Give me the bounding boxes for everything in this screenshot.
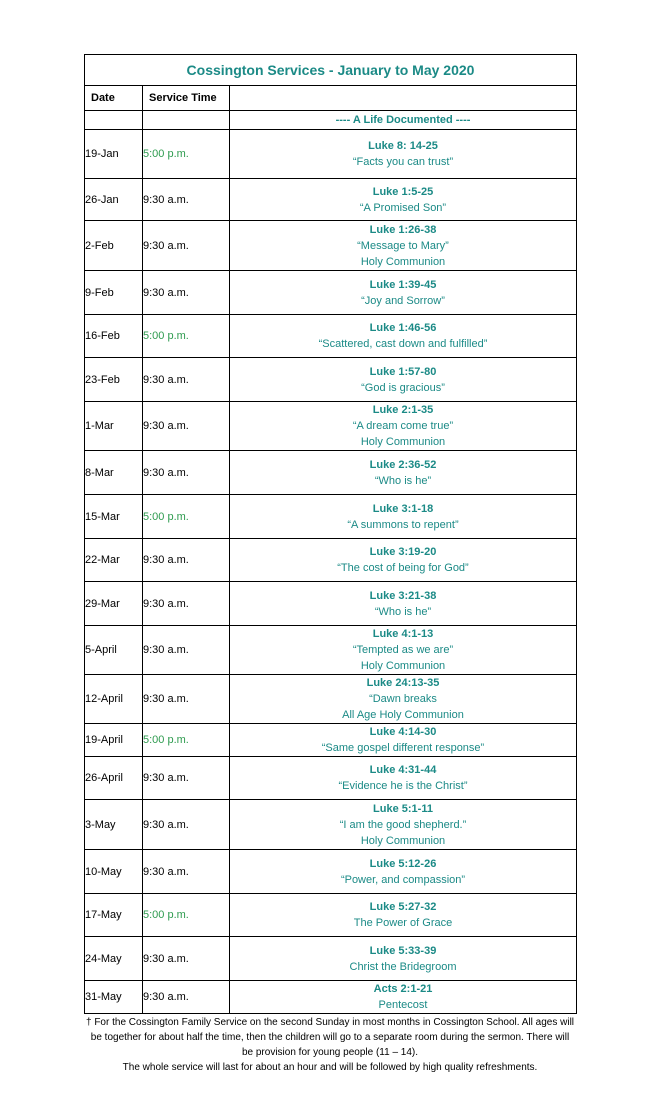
scripture-reference: Luke 4:1-13	[372, 628, 434, 640]
scripture-reference: Luke 3:19-20	[369, 546, 437, 558]
scripture-reference: Luke 1:57-80	[369, 365, 437, 378]
service-date: 5-April	[85, 626, 143, 675]
sermon-line: “I am the good shepherd.”	[339, 818, 467, 831]
table-row	[85, 315, 577, 358]
table-row	[85, 582, 577, 626]
sermon-line: “A dream come true”	[352, 420, 454, 432]
sermon-line: Holy Communion	[360, 834, 446, 847]
service-description	[230, 981, 577, 1014]
table-row	[85, 358, 577, 402]
scripture-reference: Luke 3:1-18	[372, 502, 434, 515]
series-theme: ---- A Life Documented ----	[230, 111, 577, 130]
sermon-line: “Message to Mary”	[357, 239, 449, 252]
service-description	[230, 179, 577, 221]
table-row	[85, 850, 577, 894]
sermon-line: “Tempted as we are”	[352, 644, 454, 656]
sermon-line: “Power, and compassion”	[340, 873, 466, 886]
sermon-line: Christ the Bridegroom	[349, 960, 457, 973]
table-row	[85, 675, 577, 724]
footnote-paragraph: † For the Cossington Family Service on the second Sunday in most months in Cossington School. All ages will be together for about half the time, then the children will go to a separate room during the sermon. There will be provision for young people (11 – 14).	[85, 1017, 575, 1058]
scripture-reference: Luke 5:1-11	[373, 802, 433, 815]
table-row	[85, 937, 577, 981]
service-time: 9:30 a.m.	[143, 582, 230, 626]
service-description	[230, 800, 577, 850]
service-time: 9:30 a.m.	[143, 271, 230, 315]
sermon-line: “Evidence he is the Christ”	[338, 780, 468, 792]
services-table	[84, 54, 577, 1014]
sermon-line: “Dawn breaks	[369, 693, 437, 705]
service-date: 8-Mar	[85, 451, 143, 495]
service-date: 26-April	[85, 757, 143, 800]
table-row	[85, 179, 577, 221]
sermon-line: “Same gospel different response”	[321, 742, 485, 754]
service-time: 9:30 a.m.	[143, 179, 230, 221]
service-description	[230, 894, 577, 937]
theme-row	[85, 111, 577, 130]
table-row	[85, 402, 577, 451]
scripture-reference: Luke 3:21-38	[369, 589, 437, 602]
scripture-reference: Luke 8: 14-25	[368, 140, 438, 152]
sermon-line: The Power of Grace	[353, 917, 453, 929]
sermon-line: “Facts you can trust”	[352, 156, 454, 168]
scripture-reference: Luke 5:33-39	[369, 944, 437, 957]
theme-row-empty-time	[143, 111, 230, 130]
service-date: 22-Mar	[85, 539, 143, 582]
scripture-reference: Luke 4:14-30	[369, 726, 437, 738]
service-description	[230, 582, 577, 626]
service-time: 9:30 a.m.	[143, 675, 230, 724]
service-date: 15-Mar	[85, 495, 143, 539]
scripture-reference: Luke 1:26-38	[369, 223, 437, 236]
scripture-reference: Luke 24:13-35	[366, 677, 440, 689]
table-row	[85, 539, 577, 582]
scripture-reference: Acts 2:1-21	[373, 983, 433, 995]
service-description	[230, 495, 577, 539]
service-time: 9:30 a.m.	[143, 221, 230, 271]
scripture-reference: Luke 2:36-52	[369, 458, 437, 471]
footnote-paragraph: The whole service will last for about an hour and will be followed by high quality refreshments.	[122, 1062, 538, 1073]
scripture-reference: Luke 5:12-26	[369, 857, 437, 870]
table-row	[85, 800, 577, 850]
service-date: 17-May	[85, 894, 143, 937]
sermon-line: “A summons to repent”	[347, 518, 459, 531]
service-date: 10-May	[85, 850, 143, 894]
service-time: 5:00 p.m.	[143, 495, 230, 539]
theme-row-empty-date	[85, 111, 143, 130]
service-time: 9:30 a.m.	[143, 800, 230, 850]
service-date: 26-Jan	[85, 179, 143, 221]
service-description	[230, 757, 577, 800]
sermon-line: Pentecost	[378, 999, 428, 1011]
date-header: Date	[85, 86, 143, 111]
service-description	[230, 937, 577, 981]
footnote	[84, 1015, 576, 1075]
service-date: 19-April	[85, 724, 143, 757]
table-row	[85, 724, 577, 757]
service-description	[230, 451, 577, 495]
sermon-line: “God is gracious”	[361, 381, 445, 394]
service-description	[230, 358, 577, 402]
service-description	[230, 850, 577, 894]
table-row	[85, 495, 577, 539]
service-date: 16-Feb	[85, 315, 143, 358]
service-time: 5:00 p.m.	[143, 894, 230, 937]
service-time: 9:30 a.m.	[143, 850, 230, 894]
service-date: 2-Feb	[85, 221, 143, 271]
service-date: 19-Jan	[85, 130, 143, 179]
sermon-line: “The cost of being for God”	[337, 562, 469, 574]
scripture-reference: Luke 5:27-32	[369, 901, 437, 913]
table-row	[85, 894, 577, 937]
service-time: 9:30 a.m.	[143, 358, 230, 402]
service-time: 9:30 a.m.	[143, 451, 230, 495]
service-description	[230, 271, 577, 315]
service-description	[230, 402, 577, 451]
table-row	[85, 221, 577, 271]
page-title: Cossington Services - January to May 2020	[85, 55, 577, 86]
table-row	[85, 626, 577, 675]
table-row	[85, 981, 577, 1014]
service-time: 9:30 a.m.	[143, 539, 230, 582]
scripture-reference: Luke 2:1-35	[372, 404, 434, 416]
sermon-line: Holy Communion	[360, 660, 446, 672]
service-time: 5:00 p.m.	[143, 724, 230, 757]
service-description	[230, 130, 577, 179]
service-date: 1-Mar	[85, 402, 143, 451]
sermon-line: “Scattered, cast down and fulfilled”	[318, 338, 488, 350]
sermon-line: “Joy and Sorrow”	[361, 294, 445, 307]
service-description	[230, 675, 577, 724]
scripture-reference: Luke 1:39-45	[369, 278, 437, 291]
header-row	[85, 86, 577, 111]
service-time: 9:30 a.m.	[143, 402, 230, 451]
scripture-reference: Luke 1:5-25	[372, 185, 434, 198]
service-time: 9:30 a.m.	[143, 981, 230, 1014]
service-description	[230, 724, 577, 757]
service-date: 24-May	[85, 937, 143, 981]
service-date: 3-May	[85, 800, 143, 850]
description-header	[230, 86, 577, 111]
service-time: 9:30 a.m.	[143, 937, 230, 981]
scripture-reference: Luke 1:46-56	[369, 322, 437, 334]
scripture-reference: Luke 4:31-44	[369, 764, 437, 776]
sermon-line: “A Promised Son”	[359, 201, 447, 214]
service-description	[230, 539, 577, 582]
service-date: 31-May	[85, 981, 143, 1014]
service-time: 9:30 a.m.	[143, 626, 230, 675]
service-time: 5:00 p.m.	[143, 315, 230, 358]
service-date: 12-April	[85, 675, 143, 724]
service-date: 9-Feb	[85, 271, 143, 315]
service-description	[230, 626, 577, 675]
service-time: 9:30 a.m.	[143, 757, 230, 800]
sermon-line: “Who is he”	[374, 605, 432, 618]
table-row	[85, 130, 577, 179]
service-date: 29-Mar	[85, 582, 143, 626]
sermon-line: Holy Communion	[360, 255, 446, 268]
table-row	[85, 271, 577, 315]
service-time: 5:00 p.m.	[143, 130, 230, 179]
sermon-line: “Who is he”	[374, 474, 432, 487]
sermon-line: Holy Communion	[360, 436, 446, 448]
table-row	[85, 757, 577, 800]
service-description	[230, 315, 577, 358]
service-description	[230, 221, 577, 271]
service-date: 23-Feb	[85, 358, 143, 402]
title-row	[85, 55, 577, 86]
service-time-header: Service Time	[143, 86, 230, 111]
table-row	[85, 451, 577, 495]
sermon-line: All Age Holy Communion	[342, 709, 464, 721]
